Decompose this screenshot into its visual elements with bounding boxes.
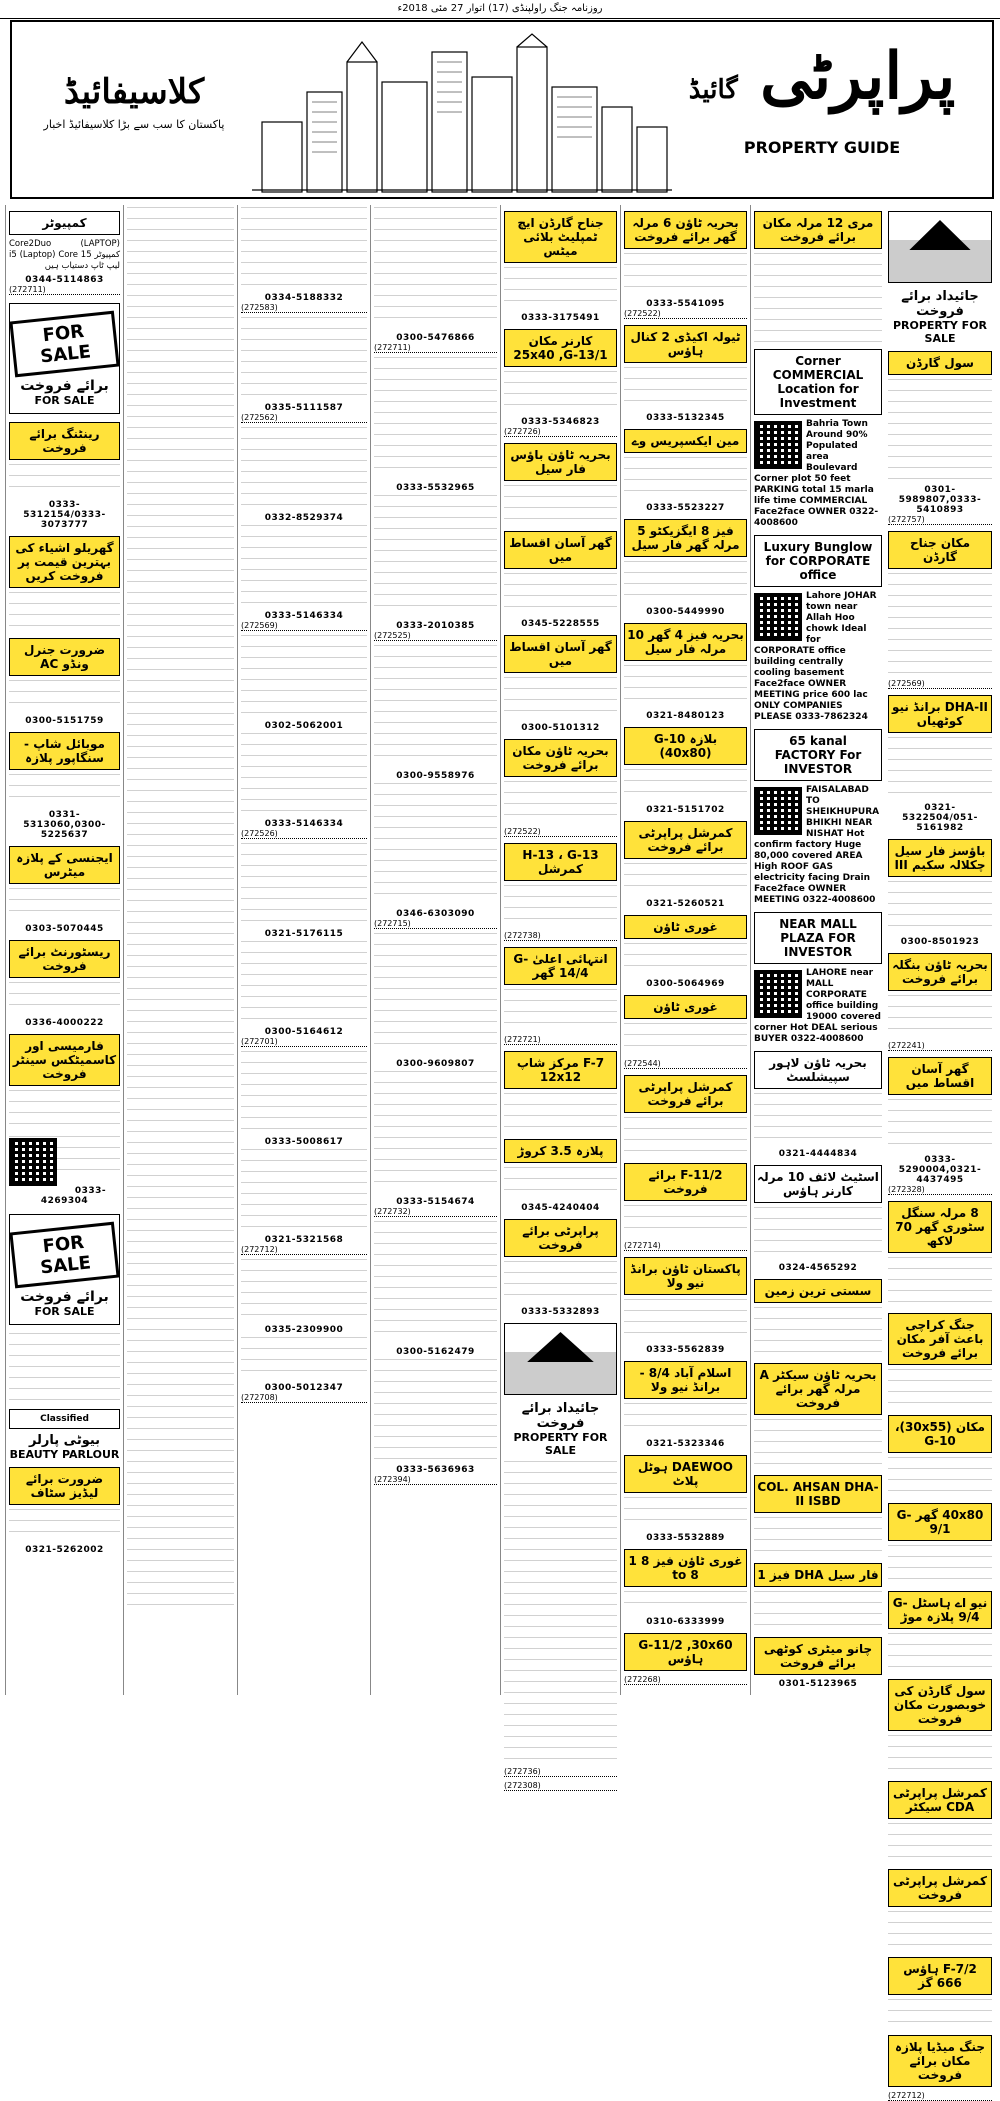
ad-phone: 0335-5111587 — [264, 403, 344, 413]
ad-phone: 0321-5176115 — [264, 929, 344, 939]
category-english: PROPERTY FOR SALE — [513, 1431, 608, 1457]
ad-body-text — [754, 1419, 882, 1469]
ad-phone: 0333-5532965 — [396, 483, 475, 493]
category-urdu: جائیداد برائے فروخت — [521, 1401, 600, 1431]
ad-heading: باؤسز فار سیل چکلالہ سکیم III — [888, 839, 992, 877]
for-sale-sign-icon: FOR SALE — [9, 1222, 119, 1289]
ad-body-text — [888, 1999, 992, 2029]
ad-body-text — [888, 1735, 992, 1775]
ad-body-text — [624, 1591, 747, 1611]
ad-phone: 0321-5151702 — [646, 805, 725, 815]
computer-heading: کمپیوٹر — [9, 211, 120, 235]
ad-phone: 0302-5062001 — [264, 721, 344, 731]
ad-body-text — [9, 464, 120, 494]
ad-body-text — [754, 253, 882, 343]
ad-heading: سول گارڈن — [888, 351, 992, 375]
ad-heading: بحریہ ٹاؤن باؤس فار سیل — [504, 443, 617, 481]
ad-phone: 0300-5064969 — [646, 979, 725, 989]
ad-heading: 40x80 گھر G-9/1 — [888, 1503, 992, 1541]
ad-body-text — [624, 665, 747, 705]
ad-phone: 0321-5323346 — [646, 1439, 725, 1449]
ad-ref: (272526) — [241, 829, 367, 839]
ad-heading: DHA-II برانڈ نیو کوٹھیاں — [888, 695, 992, 733]
ad-heading: موبائل شاپ - سنگاپور پلازہ — [9, 732, 120, 770]
ad-body-text — [754, 1591, 882, 1631]
qr-code-icon — [754, 970, 802, 1018]
title-urdu-small: گائیڈ — [688, 75, 738, 105]
ad-phone: 0346-6303090 — [396, 909, 475, 919]
category-urdu: برائے فروخت — [20, 378, 109, 394]
ad-body-text — [754, 1207, 882, 1257]
ad-phone: 0303-5070445 — [25, 924, 104, 934]
ad-heading: F-11/2 برائے فروخت — [624, 1163, 747, 1201]
ad-phone: 0300-9609807 — [396, 1059, 475, 1069]
ad-body-text — [888, 1369, 992, 1409]
ad-phone: 0345-5228555 — [521, 619, 600, 629]
computer-ad: Core2Duo (LAPTOP) کمپیوٹر i5 (Laptop) Core 15 لیپ ٹاپ دستیاب ہیں — [9, 239, 121, 271]
ad-heading: مری 12 مرلہ مکان برائے فروخت — [754, 211, 882, 249]
ad-phone: 0333-5290004,0321-4437495 — [898, 1155, 982, 1185]
ad-phone: 0345-4240404 — [521, 1203, 600, 1213]
qr-code-icon — [754, 593, 802, 641]
ad-phone: 0321-5322504/051-5161982 — [902, 803, 978, 833]
column-5 — [370, 205, 500, 1695]
ad-phone: 0333-5312154/0333-3073777 — [23, 500, 106, 530]
ad-body-text — [374, 1359, 497, 1459]
ad-heading: پاکستان ٹاؤن برانڈ نیو ولا — [624, 1257, 747, 1295]
ad-heading-en: NEAR MALL PLAZA FOR INVESTOR — [754, 912, 882, 964]
ad-ref: (272268) — [624, 1675, 747, 1685]
ad-heading: گھر آسان اقساط میں — [888, 1057, 992, 1095]
ad-heading: بحریہ ٹاؤن مکان برائے فروخت — [504, 739, 617, 777]
ad-ref: (272308) — [504, 1781, 617, 1791]
ad-phone: 0332-8529374 — [264, 513, 344, 523]
ad-body-text — [504, 989, 617, 1029]
column-6 — [237, 205, 370, 1695]
property-guide-banner — [10, 20, 994, 199]
ad-phone: 0344-5114863 — [25, 275, 104, 285]
ad-body-text — [624, 1117, 747, 1157]
ad-body-text — [241, 1337, 367, 1377]
ad-heading: غوری ٹاؤن — [624, 995, 747, 1019]
ad-body-text — [9, 592, 120, 632]
ad-heading: مکان جناح گارڈن — [888, 531, 992, 569]
ad-heading: ریسٹورنٹ برائے فروخت — [9, 940, 120, 978]
ad-phone: 0333-5532889 — [646, 1533, 725, 1543]
ad-body-text — [624, 457, 747, 497]
ad-phone: 0333-5132345 — [646, 413, 725, 423]
ad-body-text — [624, 561, 747, 601]
ad-phone: 0333-5008617 — [264, 1137, 344, 1147]
ad-body-text — [504, 885, 617, 925]
ad-phone: 0300-5012347 — [264, 1383, 344, 1393]
ad-heading: کمرشل پراپرٹی برائے فروخت — [624, 821, 747, 859]
ad-ref: (272583) — [241, 303, 367, 313]
ad-body-en: LAHORE near MALL CORPORATE office building 19000 covered corner Hot DEAL serious BUYER 0322-4008600 — [754, 968, 881, 1044]
ad-ref: (272726) — [504, 427, 617, 437]
category-english: FOR SALE — [34, 1305, 95, 1318]
ad-body-text — [888, 1257, 992, 1307]
ad-ref: (272544) — [624, 1059, 747, 1069]
ad-ref: (272757) — [888, 515, 992, 525]
ad-body-text — [241, 427, 367, 507]
house-illustration — [504, 1323, 617, 1395]
ad-body-text — [9, 1136, 120, 1180]
ad-body-text — [241, 1149, 367, 1229]
ad-heading: ضرورت جنرل ونڈو AC — [9, 638, 120, 676]
ad-phone: 0321-5321568 — [264, 1235, 344, 1245]
ad-phone: 0300-8501923 — [900, 937, 980, 947]
ad-phone: 0321-8480123 — [646, 711, 725, 721]
ad-heading: کمرشل پراپرٹی فروخت — [888, 1869, 992, 1907]
ad-heading: ٹیولہ اکیڈی 2 کنال ہاؤس — [624, 325, 747, 363]
ad-body-text — [9, 1090, 120, 1130]
ad-body-text — [888, 573, 992, 673]
ad-heading: مکان (30x55)، G-10 — [888, 1415, 992, 1453]
ad-body-text — [504, 677, 617, 717]
ad-body-text — [504, 781, 617, 821]
ad-ref: (272569) — [888, 679, 992, 689]
ad-body-text — [888, 1823, 992, 1863]
category-property-for-sale — [504, 1401, 617, 1457]
ad-body-text — [9, 1509, 120, 1539]
ad-body-text — [888, 1099, 992, 1149]
ad-heading-en: Luxury Bunglow for CORPORATE office — [754, 535, 882, 587]
ad-body-text — [754, 1307, 882, 1357]
ad-heading: بحریہ ٹاؤن لاہور سپیشلسٹ — [754, 1051, 882, 1089]
ad-phone: 0300-5151759 — [25, 716, 104, 726]
ad-heading: چانو میٹری کوٹھی برائے فروخت — [754, 1637, 882, 1675]
ad-phone: 0335-2309900 — [264, 1325, 344, 1335]
ad-phone: 0333-4269304 — [40, 1186, 107, 1206]
ad-ref: (272569) — [241, 621, 367, 631]
qr-code-icon — [754, 787, 802, 835]
ad-heading: غوری ٹاؤن — [624, 915, 747, 939]
ad-heading: رینٹنگ برائے فروخت — [9, 422, 120, 460]
beauty-urdu: بیوٹی پارلر — [28, 1433, 101, 1448]
ad-heading: اسلام آباد 8/4 - برانڈ نیو ولا — [624, 1361, 747, 1399]
ad-phone: 0300-5164612 — [264, 1027, 344, 1037]
ad-body-text — [504, 485, 617, 525]
ad-body-text — [9, 888, 120, 918]
ad-body-text — [374, 207, 497, 327]
ad-heading: سستی ترین زمین — [754, 1279, 882, 1303]
ad-body-text — [624, 1403, 747, 1433]
ad-heading: کارنر مکان 25x40 ,G-13/1 — [504, 329, 617, 367]
ad-ref: (272328) — [888, 1185, 992, 1195]
ad-phone: 0310-6333999 — [646, 1617, 725, 1627]
ad-phone: 0333-5154674 — [396, 1197, 475, 1207]
ad-body-text — [374, 1221, 497, 1341]
ad-body-text — [241, 317, 367, 397]
ad-body-en: Lahore JOHAR town near Allah Hoo chowk Ideal for CORPORATE office building centrally cooling basement Face2face OWNER MEETING price 600 lac ONLY COMPANIES PLEASE 0333-7862324 — [754, 591, 877, 722]
ad-heading: فارمیسی اور کاسمیٹکس سینٹر فروخت — [9, 1034, 120, 1086]
property-guide-title — [672, 37, 972, 157]
ad-ref: (272701) — [241, 1037, 367, 1047]
column-2 — [750, 205, 885, 1695]
ad-ref: (272712) — [888, 2091, 992, 2101]
beauty-parlour-category — [9, 1433, 120, 1461]
ad-ref: (272711) — [374, 343, 497, 353]
ad-heading: F-7/2 ہاؤس 666 گز — [888, 1957, 992, 1995]
ad-body-text — [374, 933, 497, 1053]
ad-body-en: Bahria Town Around 90% Populated area Boulevard Corner plot 50 feet PARKING total 15 marla life time COMMERCIAL Face2face OWNER 0322-4008600 — [754, 419, 879, 528]
ad-heading: بحریہ ٹاؤن بنگلہ برائے فروخت — [888, 953, 992, 991]
ad-heading: فیز 8 ایگزیکٹو 5 مرلہ گھر فار سیل — [624, 519, 747, 557]
ad-phone: 0333-5523227 — [646, 503, 725, 513]
ad-ref: (272714) — [624, 1241, 747, 1251]
qr-code-icon — [754, 421, 802, 469]
ad-phone: 0333-5636963 — [396, 1465, 475, 1475]
ad-body-text — [888, 995, 992, 1035]
ad-ref: (272522) — [624, 309, 747, 319]
ad-phone: 0321-4444834 — [778, 1149, 858, 1159]
ad-ref: (272394) — [374, 1475, 497, 1485]
ad-ref: (272708) — [241, 1393, 367, 1403]
ad-body-text — [374, 495, 497, 615]
ad-heading: ایجنسی کے پلازہ میٹرس — [9, 846, 120, 884]
ad-body-text — [241, 635, 367, 715]
column-3 — [620, 205, 750, 1695]
ad-body-text — [374, 783, 497, 903]
ad-body-text — [504, 1261, 617, 1301]
ad-body-text — [241, 843, 367, 923]
ad-phone: 0301-5123965 — [778, 1679, 858, 1689]
category-english: PROPERTY FOR SALE — [892, 319, 988, 345]
ad-heading: انتہائی اعلیٰ G-14/4 گھر — [504, 947, 617, 985]
ad-phone: 0333-3175491 — [521, 313, 600, 323]
house-illustration — [888, 211, 992, 283]
ad-body-text — [9, 774, 120, 804]
ad-body-text — [888, 881, 992, 931]
ad-heading: پلازہ 3.5 کروڑ — [504, 1139, 617, 1163]
ad-ref: (272711) — [9, 285, 120, 295]
ad-body-text — [888, 379, 992, 479]
ad-heading: گھریلو اشیاء کی بہترین قیمت پر فروخت کریں — [9, 536, 120, 588]
ad-body-text — [624, 863, 747, 893]
ad-ref: (272721) — [504, 1035, 617, 1045]
masthead-line: روزنامہ جنگ راولپنڈی (17) اتوار 27 مئی 2018ء — [0, 0, 1000, 19]
ad-heading: جناح گارڈن ایچ ٹمپلیٹ بلائی میٹس — [504, 211, 617, 263]
ad-phone: 0324-4565292 — [778, 1263, 858, 1273]
ad-heading: F-7 مرکز شاپ 12x12 — [504, 1051, 617, 1089]
ad-body-text — [504, 573, 617, 613]
column-1 — [885, 205, 995, 2100]
ad-heading: کمرشل پراپرٹی برائے فروخت — [624, 1075, 747, 1113]
title-urdu: پراپرٹی — [760, 39, 956, 114]
classified-tagline: پاکستان کا سب سے بڑا کلاسیفائیڈ اخبار — [43, 118, 225, 131]
ad-body-text — [624, 1205, 747, 1235]
ad-phone: 0333-5541095 — [646, 299, 725, 309]
ad-phone: 0300-5101312 — [521, 723, 600, 733]
ad-phone: 0333-5332893 — [521, 1307, 600, 1317]
ad-ref: (272522) — [504, 827, 617, 837]
ad-heading: جنگ کراچی باعث آفر مکان برائے فروخت — [888, 1313, 992, 1365]
ad-body-text — [624, 1023, 747, 1053]
ad-phone: 0300-5476866 — [396, 333, 475, 343]
ad-phone: 0300-5162479 — [396, 1347, 475, 1357]
classified-logo-text: کلاسیفائیڈ — [63, 72, 205, 112]
ad-body-text — [241, 525, 367, 605]
ad-body-text — [888, 1633, 992, 1673]
ad-phone: 0300-9558976 — [396, 771, 475, 781]
ad-ref: (272241) — [888, 1041, 992, 1051]
ad-heading: بحریہ فیز 4 گھر 10 مرلہ فار سیل — [624, 623, 747, 661]
ad-body-text — [241, 1259, 367, 1319]
ad-heading: 8 مرلہ سنگل سٹوری گھر 70 لاکھ — [888, 1201, 992, 1253]
ad-body-text — [374, 357, 497, 477]
ad-phone: 0321-5260521 — [646, 899, 725, 909]
ad-body-text — [624, 367, 747, 407]
ad-phone: 0333-5562839 — [646, 1345, 725, 1355]
ad-body-text — [624, 253, 747, 293]
ad-heading: مین ایکسپریس وے — [624, 429, 747, 453]
column-6b — [123, 205, 237, 1695]
ad-body-text — [9, 982, 120, 1012]
ad-phone: 0301-5989807,0333-5410893 — [898, 485, 982, 515]
ad-heading: بلازہ G-10 (40x80) — [624, 727, 747, 765]
category-property-for-sale — [888, 289, 992, 345]
ad-body-text — [241, 1051, 367, 1131]
category-english: FOR SALE — [34, 394, 95, 407]
ad-body-text — [504, 1093, 617, 1133]
ad-body-text — [624, 1299, 747, 1339]
ad-body-text — [241, 941, 367, 1021]
ad-heading: DAEWOO ہوٹل پلاٹ — [624, 1455, 747, 1493]
category-urdu: برائے فروخت — [20, 1289, 109, 1305]
column-4 — [500, 205, 620, 1790]
for-sale-sign — [9, 303, 120, 414]
ad-body-text — [888, 1457, 992, 1497]
ad-body-text — [504, 371, 617, 411]
ad-phone: 0333-2010385 — [396, 621, 475, 631]
ad-ref: (272732) — [374, 1207, 497, 1217]
ad-body-text — [624, 769, 747, 799]
city-skyline-illustration — [252, 32, 672, 192]
ad-heading: G-11/2 ,30x60 ہاؤس — [624, 1633, 747, 1671]
ad-heading: جنگ میڈیا پلازہ مکان برائے فروخت — [888, 2035, 992, 2087]
ad-ref: (272738) — [504, 931, 617, 941]
ad-body-text — [374, 1071, 497, 1191]
ad-body-text — [504, 267, 617, 307]
ad-phone: 0333-5146334 — [264, 611, 344, 621]
ad-heading: بحریہ ٹاؤن 6 مرلہ گھر برائے فروخت — [624, 211, 747, 249]
ad-body-text — [504, 1461, 617, 1761]
ad-phone: 0331-5313060,0300-5225637 — [23, 810, 106, 840]
for-sale-sign-icon: FOR SALE — [9, 311, 119, 378]
ad-body-text — [624, 943, 747, 973]
ad-heading: غوری ٹاؤن فیز 8 1 to 8 — [624, 1549, 747, 1587]
ad-body-en: FAISALABAD TO SHEIKHUPURA BHIKHI NEAR NISHAT Hot confirm factory Huge 80,000 covered AREA High ROOF GAS electricity facing Drain Face2face OWNER MEETING 0322-4008600 — [754, 785, 880, 905]
ad-ref: (272715) — [374, 919, 497, 929]
ad-ref: (272736) — [504, 1767, 617, 1777]
ad-heading: سول گارڈن کی خوبصورت مکان فروخت — [888, 1679, 992, 1731]
category-urdu: جائیداد برائے فروخت — [901, 289, 979, 319]
ad-heading: گھر آسان اقساط میں — [504, 531, 617, 569]
ad-body-text — [241, 733, 367, 813]
ad-phone: 0333-5146334 — [264, 819, 344, 829]
ad-ref: (272525) — [374, 631, 497, 641]
ad-ref: (272562) — [241, 413, 367, 423]
ad-phone: 0300-5449990 — [646, 607, 725, 617]
ad-heading-en: Corner COMMERCIAL Location for Investment — [754, 349, 882, 415]
ad-heading: H-13 ، G-13 کمرشل — [504, 843, 617, 881]
ad-body-text — [374, 645, 497, 765]
ad-body-text — [888, 737, 992, 797]
column-7 — [5, 205, 123, 1695]
title-english: PROPERTY GUIDE — [743, 138, 901, 157]
ad-ref: (272712) — [241, 1245, 367, 1255]
classified-logo-small: Classified — [9, 1409, 120, 1429]
ad-phone: 0336-4000222 — [25, 1018, 104, 1028]
ad-heading-en: COL. AHSAN DHA-II ISBD — [754, 1475, 882, 1513]
beauty-english: BEAUTY PARLOUR — [9, 1448, 120, 1461]
ad-heading: فار سیل DHA فیز 1 — [754, 1563, 882, 1587]
ad-body-text — [127, 207, 234, 1607]
ad-heading-en: 65 kanal FACTORY For INVESTOR — [754, 729, 882, 781]
ad-body-text — [241, 207, 367, 287]
ad-body-text — [504, 1167, 617, 1197]
ad-heading: بحریہ ٹاؤن سیکٹر A مرلہ گھر برائے فروخت — [754, 1363, 882, 1415]
for-sale-sign — [9, 1214, 120, 1325]
ad-phone: 0321-5262002 — [25, 1545, 104, 1555]
ad-body-text — [754, 1517, 882, 1557]
ad-body-text — [754, 1093, 882, 1143]
ad-heading: پراپرٹی برائے فروخت — [504, 1219, 617, 1257]
ad-heading: نیو اے ہاسٹل G-9/4 پلازہ موڑ — [888, 1591, 992, 1629]
ad-heading: کمرشل پراپرٹی CDA سیکٹر — [888, 1781, 992, 1819]
ad-heading: اسٹیٹ لائف 10 مرلہ کارنر ہاؤس — [754, 1165, 882, 1203]
ad-phone: 0334-5188332 — [264, 293, 344, 303]
ad-body-text — [888, 1911, 992, 1951]
ad-body-text — [9, 680, 120, 710]
ad-heading: گھر آسان اقساط میں — [504, 635, 617, 673]
ad-body-text — [888, 1545, 992, 1585]
ad-heading: ضرورت برائے لیڈیز سٹاف — [9, 1467, 120, 1505]
ad-body-text — [9, 1333, 120, 1403]
ad-body-text — [624, 1497, 747, 1527]
classified-logo — [24, 72, 244, 131]
ad-phone: 0333-5346823 — [521, 417, 600, 427]
classified-columns — [5, 205, 995, 2100]
